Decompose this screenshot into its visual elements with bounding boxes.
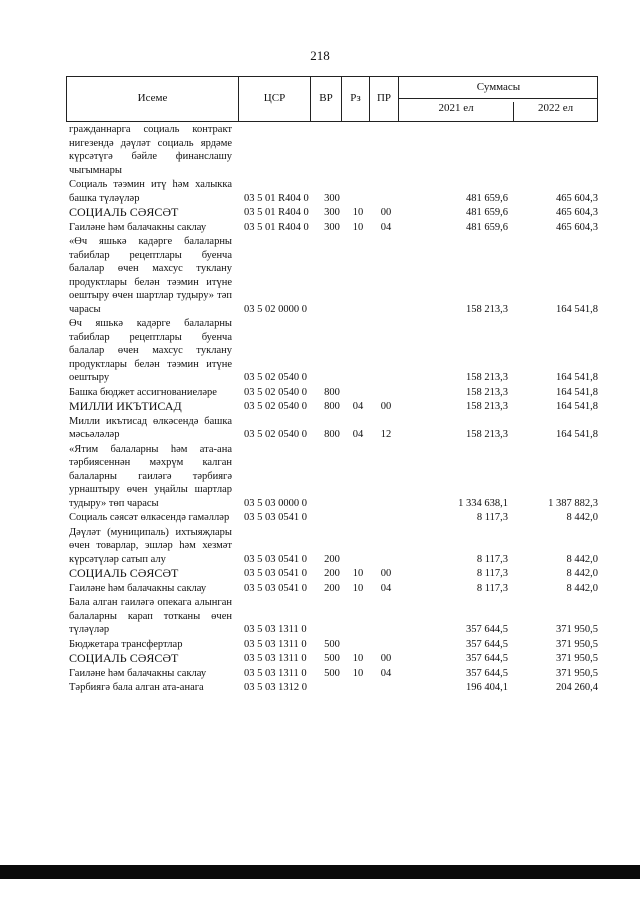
row-name: Милли икътисад өлкәсендә башка мәсьәләләр <box>69 415 232 440</box>
row-sum-2021: 1 334 638,1 <box>458 497 508 509</box>
row-name: Гаиләне һәм балачакны саклау <box>69 221 207 233</box>
row-name: Башка бюджет ассигнованиеләре <box>69 386 217 398</box>
row-sum-2022: 164 541,8 <box>556 429 598 440</box>
row-sum-2021: 481 659,6 <box>466 192 508 204</box>
table-row <box>66 221 598 235</box>
row-sum-2021: 357 644,5 <box>466 624 508 635</box>
scan-edge-bar <box>0 865 640 879</box>
row-vr: 800 <box>324 429 340 440</box>
row-sum-2022: 164 541,8 <box>556 303 598 315</box>
row-name: Өч яшькә кадәрге балаларны табиблар рецептлары буенча балалар өчен махсус туклану продуктлары белән тәэмин итүне оештыру <box>69 318 232 383</box>
row-vr: 300 <box>324 192 340 204</box>
table-row <box>66 317 598 385</box>
header-year-2022: 2022 ел <box>537 102 574 114</box>
row-name: Бюджетара трансфертлар <box>69 638 183 650</box>
row-sum-2022: 164 541,8 <box>556 386 598 398</box>
header-rz: Рз <box>350 92 361 104</box>
row-csr: 03 5 03 1311 0 <box>244 638 307 650</box>
row-rz: 10 <box>352 667 364 679</box>
row-sum-2022: 371 950,5 <box>556 667 598 679</box>
row-name: СОЦИАЛЬ СӘЯСӘТ <box>69 205 179 219</box>
row-rz: 04 <box>352 429 364 440</box>
row-name: «Өч яшькә кадәрге балаларны табиблар рецептлары буенча балалар өчен махсус туклану продуктлары белән тәэмин итүне оештыру өчен шартлар тудыру» тәп чарасы <box>69 236 232 315</box>
table-row <box>66 582 598 596</box>
row-csr: 03 5 03 0000 0 <box>244 497 307 509</box>
row-vr: 200 <box>324 582 340 594</box>
header-name: Исеме <box>137 92 168 104</box>
row-csr: 03 5 03 0541 0 <box>244 512 307 523</box>
row-csr: 03 5 03 1312 0 <box>244 682 307 693</box>
row-sum-2021: 481 659,6 <box>466 221 508 233</box>
row-vr: 300 <box>324 207 340 218</box>
header-pr: ПР <box>376 92 392 104</box>
table-row <box>66 511 598 525</box>
row-vr: 800 <box>324 401 340 412</box>
row-sum-2021: 8 117,3 <box>476 512 508 523</box>
table-row <box>66 386 598 400</box>
row-pr: 12 <box>380 429 392 440</box>
row-sum-2022: 465 604,3 <box>556 221 598 233</box>
table-row <box>66 415 598 442</box>
header-vr: ВР <box>319 92 333 104</box>
row-csr: 03 5 03 0541 0 <box>244 582 307 594</box>
row-pr: 04 <box>380 221 392 233</box>
row-csr: 03 5 03 1311 0 <box>244 624 307 635</box>
row-name: Социаль сәясәт өлкәсендә гамәлләр <box>69 512 230 523</box>
budget-table <box>66 76 598 695</box>
row-rz: 10 <box>352 207 364 218</box>
row-name: Дәүләт (муниципаль) ихтыяҗлары өчен товарлар, эшләр һәм хезмәт күрсәтүләр сатып алу <box>69 526 232 565</box>
row-csr: 03 5 02 0540 0 <box>244 372 307 383</box>
row-sum-2021: 8 117,3 <box>476 582 508 594</box>
row-sum-2022: 1 387 882,3 <box>548 497 598 509</box>
row-sum-2022: 465 604,3 <box>556 192 598 204</box>
row-pr: 00 <box>380 401 392 412</box>
row-rz: 10 <box>352 653 364 664</box>
row-name: МИЛЛИ ИКЪТИСАД <box>69 399 182 413</box>
row-csr: 03 5 02 0540 0 <box>244 386 307 398</box>
table-row <box>66 235 598 316</box>
row-name: СОЦИАЛЬ СӘЯСӘТ <box>69 651 179 665</box>
row-sum-2022: 8 442,0 <box>566 553 598 565</box>
table-body <box>66 123 598 695</box>
row-csr: 03 5 02 0540 0 <box>244 401 307 412</box>
row-sum-2022: 164 541,8 <box>556 372 598 383</box>
row-sum-2022: 371 950,5 <box>556 624 598 635</box>
row-sum-2021: 8 117,3 <box>476 568 508 579</box>
row-sum-2021: 196 404,1 <box>466 682 508 693</box>
row-name: Гаиләне һәм балачакны саклау <box>69 667 207 679</box>
row-sum-2022: 8 442,0 <box>566 512 598 523</box>
row-sum-2022: 204 260,4 <box>556 682 598 693</box>
row-sum-2022: 8 442,0 <box>566 582 598 594</box>
page-number: 218 <box>310 48 330 63</box>
row-pr: 00 <box>380 568 392 579</box>
row-sum-2022: 164 541,8 <box>556 401 598 412</box>
table-row <box>66 206 598 220</box>
table-row <box>66 526 598 567</box>
table-header <box>66 76 598 122</box>
row-vr: 200 <box>324 553 340 565</box>
row-sum-2022: 371 950,5 <box>556 653 598 664</box>
row-pr: 00 <box>380 653 392 664</box>
row-rz: 10 <box>352 221 364 233</box>
row-sum-2022: 465 604,3 <box>556 207 598 218</box>
header-sums: Суммасы <box>476 81 521 93</box>
row-name: Гаиләне һәм балачакны саклау <box>69 582 207 594</box>
row-csr: 03 5 01 R404 0 <box>244 207 309 218</box>
row-name: Тәрбиягә бала алган ата-анага <box>69 682 204 693</box>
row-sum-2022: 8 442,0 <box>566 568 598 579</box>
table-row <box>66 638 598 652</box>
row-sum-2021: 8 117,3 <box>476 553 508 565</box>
table-row <box>66 681 598 695</box>
row-csr: 03 5 03 1311 0 <box>244 667 307 679</box>
row-vr: 500 <box>324 638 340 650</box>
row-sum-2021: 158 213,3 <box>466 401 508 412</box>
table-row <box>66 443 598 511</box>
row-vr: 300 <box>324 221 340 233</box>
row-name: Социаль тәэмин итү һәм халыкка башка түләүләр <box>69 179 232 204</box>
row-name: гражданнарга социаль контракт нигезендә дәүләт социаль ярдәме күрсәтүгә бәйле финанслашу чыгымнары <box>69 124 232 176</box>
row-sum-2021: 481 659,6 <box>466 207 508 218</box>
row-sum-2021: 357 644,5 <box>466 667 508 679</box>
table-row <box>66 596 598 637</box>
row-csr: 03 5 02 0000 0 <box>244 303 307 315</box>
table-row <box>66 567 598 581</box>
header-year-2021: 2021 ел <box>399 102 514 121</box>
row-sum-2022: 371 950,5 <box>556 638 598 650</box>
row-csr: 03 5 03 0541 0 <box>244 568 307 579</box>
row-vr: 800 <box>324 386 340 398</box>
row-sum-2021: 158 213,3 <box>466 372 508 383</box>
row-sum-2021: 158 213,3 <box>466 386 508 398</box>
row-rz: 10 <box>352 582 364 594</box>
table-row <box>66 652 598 666</box>
row-pr: 00 <box>380 207 392 218</box>
table-row <box>66 667 598 681</box>
row-csr: 03 5 03 0541 0 <box>244 553 307 565</box>
row-sum-2021: 158 213,3 <box>466 429 508 440</box>
row-sum-2021: 357 644,5 <box>466 653 508 664</box>
row-sum-2021: 158 213,3 <box>466 303 508 315</box>
row-csr: 03 5 03 1311 0 <box>244 653 307 664</box>
table-row <box>66 400 598 414</box>
row-csr: 03 5 01 R404 0 <box>244 221 309 233</box>
row-name: Бала алган гаиләгә опекага алынган балаларны карап тотканы өчен түләүләр <box>69 597 232 635</box>
row-vr: 500 <box>324 653 340 664</box>
row-vr: 200 <box>324 568 340 579</box>
table-row <box>66 123 598 177</box>
row-csr: 03 5 01 R404 0 <box>244 192 309 204</box>
row-vr: 500 <box>324 667 340 679</box>
row-csr: 03 5 02 0540 0 <box>244 429 307 440</box>
row-sum-2021: 357 644,5 <box>466 638 508 650</box>
row-pr: 04 <box>380 667 392 679</box>
header-csr: ЦСР <box>263 92 286 104</box>
row-pr: 04 <box>380 582 392 594</box>
row-rz: 04 <box>352 401 364 412</box>
row-rz: 10 <box>352 568 364 579</box>
table-row <box>66 178 598 205</box>
row-name: СОЦИАЛЬ СӘЯСӘТ <box>69 566 179 580</box>
row-name: «Ятим балаларны һәм ата-ана тәрбиясеннән мәхрүм калган балаларны гаиләгә тәрбиягә урнаштыру өчен уңайлы шартлар тудыру» төп чарасы <box>69 443 232 509</box>
